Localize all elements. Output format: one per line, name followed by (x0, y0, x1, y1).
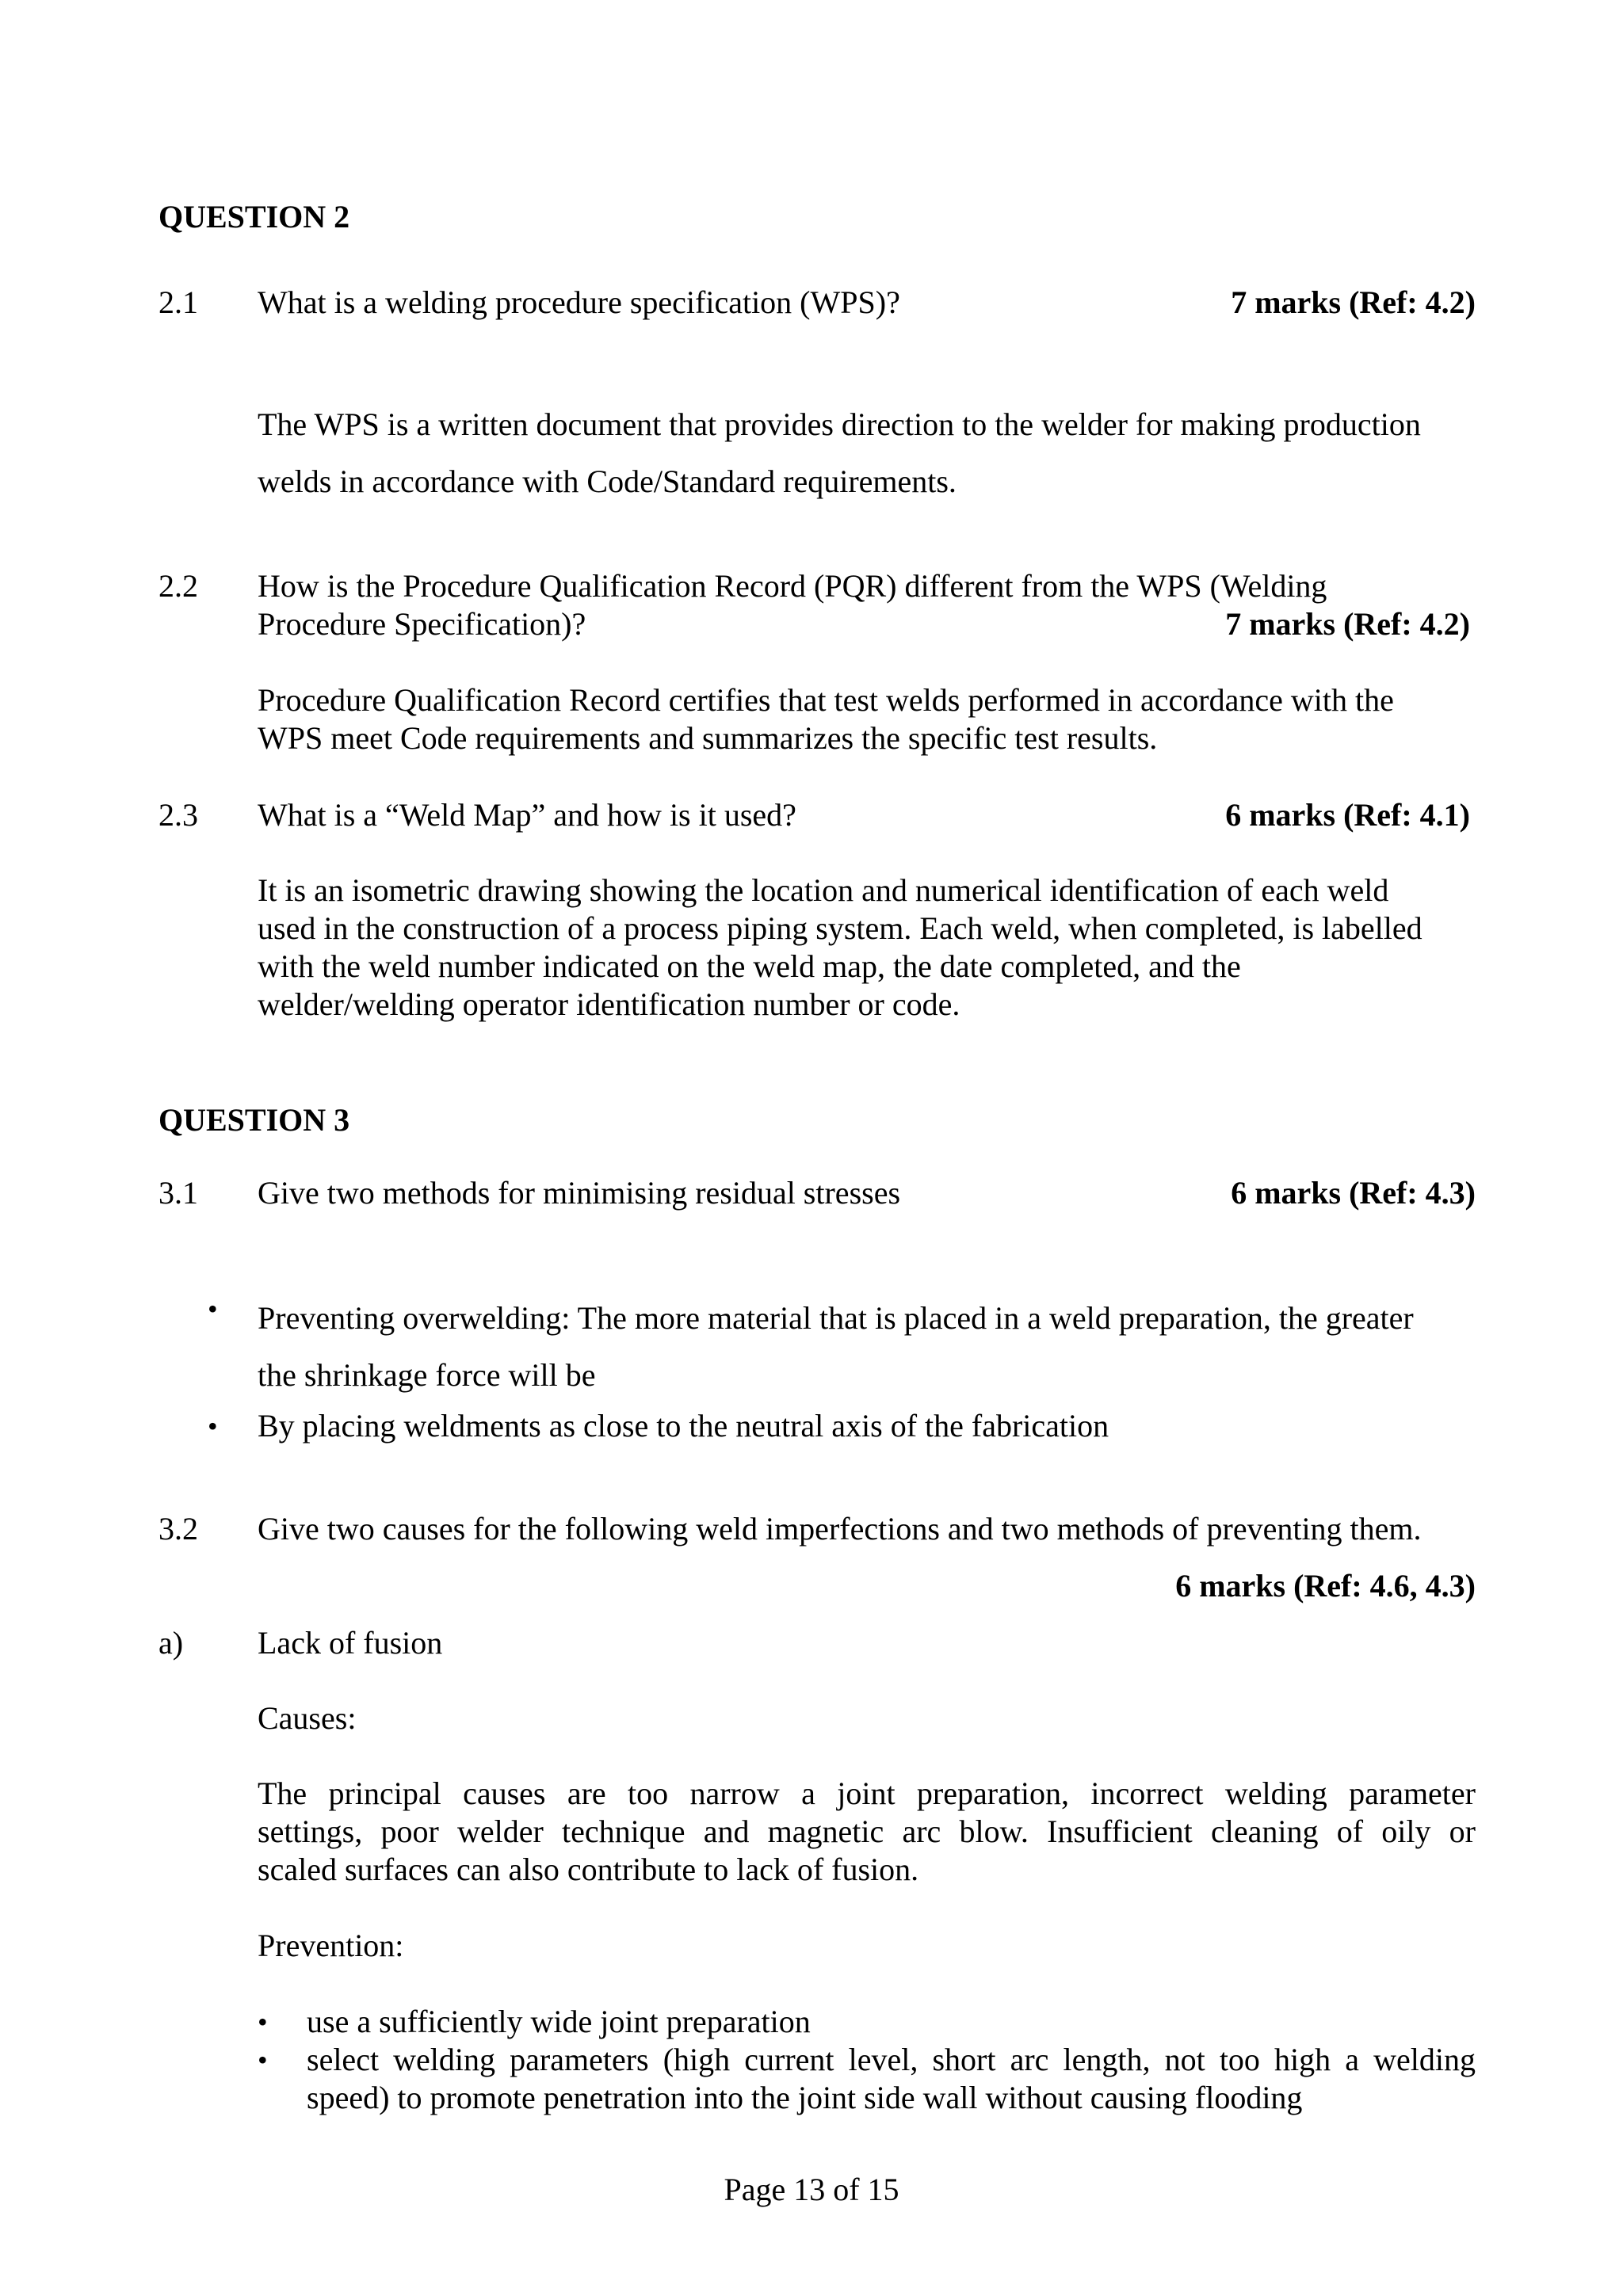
q3-2-number: 3.2 (158, 1511, 198, 1547)
q2-1-question: What is a welding procedure specification (WPS)? (258, 284, 900, 320)
bullet-line: select welding parameters (high current level, short arc length, not too high a welding (307, 2042, 1476, 2077)
bullet-line: Preventing overwelding: The more material that is placed in a weld preparation, the greater (258, 1300, 1414, 1336)
bullet-line: use a sufficiently wide joint preparation (307, 2004, 811, 2039)
causes-text (258, 1775, 1476, 1889)
q2-1-answer (258, 396, 1476, 510)
question-2-heading: QUESTION 2 (158, 199, 350, 235)
q3-2-question: Give two causes for the following weld imperfections and two methods of preventing them. (258, 1511, 1422, 1547)
causes-line: scaled surfaces can also contribute to lack of fusion. (258, 1852, 919, 1887)
answer-line: with the weld number indicated on the weld map, the date completed, and the (258, 948, 1241, 984)
page-number: Page 13 of 15 (724, 2172, 899, 2207)
question-3-heading: QUESTION 3 (158, 1102, 350, 1138)
causes-line: The principal causes are too narrow a joint preparation, incorrect welding parameter (258, 1775, 1476, 1811)
answer-line: WPS meet Code requirements and summarizes the specific test results. (258, 720, 1158, 756)
bullet-icon: • (258, 2006, 268, 2038)
q2-1-marks: 7 marks (Ref: 4.2) (1231, 284, 1476, 320)
q2-3-answer (258, 871, 1476, 1024)
bullet-icon: • (208, 1410, 218, 1442)
causes-label: Causes: (258, 1700, 357, 1736)
bullet-line: the shrinkage force will be (258, 1357, 596, 1393)
q3-1-number: 3.1 (158, 1175, 198, 1211)
q2-2-question-line: Procedure Specification)? (258, 606, 586, 642)
bullet-icon: • (258, 2044, 268, 2076)
answer-line: used in the construction of a process piping system. Each weld, when completed, is labelled (258, 910, 1423, 946)
q2-2-answer (258, 681, 1476, 757)
answer-line: It is an isometric drawing showing the location and numerical identification of each weld (258, 872, 1389, 908)
q3-1-marks: 6 marks (Ref: 4.3) (1231, 1175, 1476, 1211)
q3-1-question: Give two methods for minimising residual stresses (258, 1175, 901, 1211)
q2-1-number: 2.1 (158, 284, 198, 320)
bullet-line: speed) to promote penetration into the joint side wall without causing flooding (307, 2080, 1303, 2115)
answer-line: welds in accordance with Code/Standard requirements. (258, 463, 957, 499)
answer-line: welder/welding operator identification number or code. (258, 986, 960, 1022)
bullet-icon: • (208, 1293, 218, 1325)
sub-item-title: Lack of fusion (258, 1625, 443, 1661)
prevention-bullet (307, 2041, 1476, 2117)
prevention-bullet (307, 2003, 1476, 2041)
q3-1-bullet (258, 1407, 1476, 1445)
q2-3-question: What is a “Weld Map” and how is it used? (258, 797, 796, 833)
q2-2-marks: 7 marks (Ref: 4.2) (1225, 606, 1470, 642)
answer-line: The WPS is a written document that provides direction to the welder for making production (258, 406, 1421, 442)
bullet-line: By placing weldments as close to the neutral axis of the fabrication (258, 1408, 1109, 1444)
q2-2-question-line: How is the Procedure Qualification Record (PQR) different from the WPS (Welding (258, 568, 1327, 604)
prevention-label: Prevention: (258, 1928, 404, 1963)
q2-2-number: 2.2 (158, 568, 198, 604)
q2-3-marks: 6 marks (Ref: 4.1) (1225, 797, 1470, 833)
q3-1-bullet (258, 1290, 1476, 1404)
causes-line: settings, poor welder technique and magnetic arc blow. Insufficient cleaning of oily or (258, 1814, 1476, 1849)
sub-item-label: a) (158, 1625, 184, 1661)
q3-2-marks: 6 marks (Ref: 4.6, 4.3) (1175, 1568, 1476, 1604)
q2-3-number: 2.3 (158, 797, 198, 833)
answer-line: Procedure Qualification Record certifies that test welds performed in accordance with the (258, 682, 1394, 718)
